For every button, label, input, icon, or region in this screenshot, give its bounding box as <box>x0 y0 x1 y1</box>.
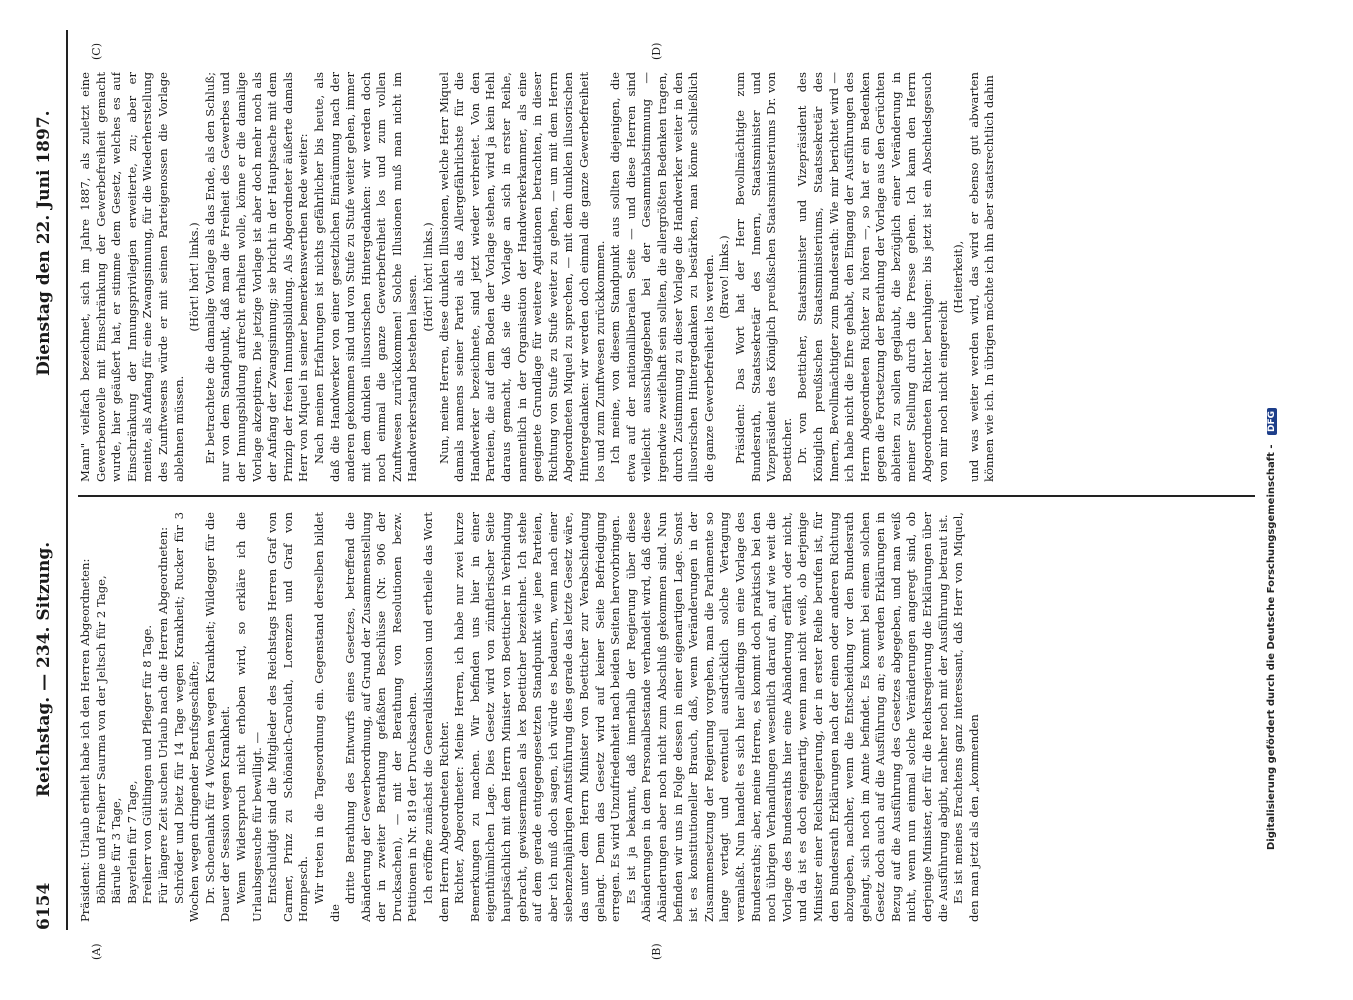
paragraph: Richter, Abgeordneter: Meine Herren, ich habe nur zwei kurze Bemerkungen zu machen. Wir befinden uns hier in einer eigenthümlichen Lage. Dies Gesetz wird von zünftlerischer Seite hauptsächlich mit dem Herrn Minister von Boetticher in Verbindung gebracht, gewissermaßen als lex Boetticher bezeichnet. Ich stehe auf dem gerade entgegengesetzten Standpunkt wie jene Parteien, aber ich muß doch sagen, ich würde es bedauern, wenn nach einer siebenzehnjährigen Amtsführung dies gerade das letzte Gesetz wäre, das unter dem Herrn Minister von Boetticher zur Verabschiedung gelangt. Denn das Gesetz wird auf keiner Seite Befriedigung erregen. Es wird Unzufriedenheit nach beiden Seiten hervorbringen. <box>452 512 623 922</box>
paragraph: Es ist meines Erachtens ganz interessant, daß Herr von Miquel, den man jetzt als den „kommenden <box>951 512 981 922</box>
interjection: (Hört! hört! links.) <box>187 222 202 332</box>
margin-marker-a: (A) <box>90 943 103 960</box>
header-right-title: Dienstag den 22. Juni 1897. <box>34 110 54 376</box>
paragraph: und was weiter werden wird, das wird er ebenso gut abwarten können wie ich. In übrigen möchte ich ihn aber staatsrechtlich dahin <box>966 72 997 482</box>
paragraph: Bärule für 3 Tage, <box>109 797 124 904</box>
digitization-credit <box>1266 0 1277 850</box>
paragraph: Dr. von Boetticher, Staatsminister und Vizepräsident des Königlich preußischen Staatsministeriums, Staatssekretär des Innern, Bevollmächtigter zum Bundesrath: Wie mir berichtet wird — ich habe nicht die Ehre gehabt, den Eingang der Ausführungen des Herrn Abgeordneten Richter zu hören —, so hat er ein Bedenken gegen die Fortsetzung der Berathung der Vorlage aus den Gerüchten ableiten zu sollen geglaubt, die bezüglich einer Veränderung in meiner Stellung durch die Presse gehen. Ich kann den Herrn Abgeordneten Richter beruhigen: bis jetzt ist ein Abschiedsgesuch von mir noch nicht eingereicht <box>795 72 950 482</box>
paragraph: Dr. Schoenlank für 4 Wochen wegen Krankheit; Wildegger für die Dauer der Session wegen Krankheit. <box>202 512 233 922</box>
page-number: 6154 <box>34 882 54 930</box>
column-divider <box>78 495 1255 497</box>
paragraph: dritte Berathung des Entwurfs eines Gesetzes, betreffend die Abänderung der Gewerbeordnung, auf Grund der Zusammenstellung der in zweiter Berathung gefaßten Beschlüsse (Nr. 906 der Drucksachen), — mit der Berathung von Resolutionen bezw. Petitionen in Nr. 819 der Drucksachen. <box>343 512 420 922</box>
margin-marker-c: (C) <box>90 43 103 60</box>
paragraph: Wenn Widerspruch nicht erhoben wird, so erkläre ich die Urlaubsgesuche für bewilligt. — <box>233 512 264 922</box>
paragraph: Entschuldigt sind die Mitglieder des Reichstags Herren Graf von Carmer, Prinz zu Schönaich-Carolath, Lorenzen und Graf von Hompesch. <box>265 512 311 922</box>
dfg-logo: DFG <box>1267 408 1277 435</box>
left-text-column <box>78 512 1255 922</box>
interjection: (Bravo! links.) <box>717 235 732 319</box>
header-rule <box>66 30 68 930</box>
page-header <box>34 30 64 930</box>
paragraph: Böhme und Freiherr Saurma von der Jeltsch für 2 Tage, <box>93 575 108 904</box>
paragraph: Ich eröffne zunächst die Generaldiskussion und ertheile das Wort dem Herrn Abgeordneten Richter. <box>421 512 451 922</box>
paragraph: Mann" vielfach bezeichnet, sich im Jahre 1887, als zuletzt eine Gewerbenovelle mit Einschränkung der Gewerbefreiheit gemacht wurde, hier geäußert hat, er stimme dem Gesetz, welches es auf Einschränkung der Innungsprivilegien erweiterte, zu; aber er meinte, als Anfang für eine Zwangsinnung, für die Wiederherstellung des Zunftwesens würde er mit seinen Parteigenossen die Vorlage ablehnen müssen. <box>78 72 186 482</box>
paragraph: Er betrachtete die damalige Vorlage als das Ende, als den Schluß; nur von dem Standpunkt, daß man die Freiheit des Gewerbes und der Innungsbildung aufrecht erhalten wolle, könne er die damalige Vorlage akzeptiren. Die jetzige Vorlage ist aber doch mehr noch als der Anfang der Zwangsinnung; sie bricht in der Hauptsache mit dem Prinzip der freien Innungsbildung. Als Abgeordneter äußerte damals Herr von Miquel in seiner bemerkenswerthen Rede weiter: <box>202 72 311 482</box>
paragraph: Wir treten in die Tagesordnung ein. Gegenstand derselben bildet die <box>311 512 342 922</box>
paragraph: Nun, meine Herren, diese dunklen Illusionen, welche Herr Miquel damals namens seiner Partei als das Allergefährlichste für die Handwerker bezeichnete, sind jetzt wieder verbreitet. Von den Parteien, die auf dem Boden der Vorlage stehen, wird ja kein Hehl daraus gemacht, daß sie die Vorlage an sich in erster Reihe, namentlich in der Organisation der Handwerkerkammer, als eine geeignete Grundlage für weitere Agitationen betrachten, in dieser Richtung von Stufe zu Stufe weiter zu gehen, — um mit dem Herrn Abgeordneten Miquel zu sprechen, — mit dem dunklen illusorischen Hintergedanken: wir werden doch einmal die ganze Gewerbefreiheit los und zum Zunftwesen zurückkommen. <box>436 72 607 482</box>
credit-text: Digitalisierung gefördert durch die Deutsche Forschungsgemeinschaft - <box>1266 444 1277 850</box>
header-left-title: Reichstag. — 234. Sitzung. <box>34 541 54 798</box>
paragraph: Freiherr von Gültlingen und Pfleger für 8 Tage. <box>140 624 155 904</box>
interjection: (Hört! hört! links.) <box>421 222 436 332</box>
paragraph: Präsident: Urlaub erhielt habe ich den Herren Abgeordneten: <box>78 558 92 922</box>
interjection: (Heiterkeit), <box>951 240 966 314</box>
right-text-column <box>78 72 1255 482</box>
paragraph: Für längere Zeit suchen Urlaub nach die Herren Abgeordneten: <box>155 526 170 904</box>
margin-marker-b: (B) <box>650 943 663 960</box>
paragraph: Präsident: Das Wort hat der Herr Bevollmächtigte zum Bundesrath, Staatssekretär des Innern, Staatsminister und Vizepräsident des Königlich preußischen Staatsministeriums Dr. von Boetticher. <box>732 72 794 482</box>
margin-marker-d: (D) <box>650 42 663 60</box>
quotation: Nach meinen Erfahrungen ist nichts gefährlicher bis heute, als daß die Handwerker von einer gesetzlichen Einräumung nach der anderen gekommen sind und von Stufe zu Stufe weiter gehen, immer mit dem dunklen illusorischen Hintergedanken: wir werden doch noch einmal die ganze Gewerbefreiheit los und zum vollen Zunftwesen zurückkommen! Solche Illusionen muß man nicht im Handwerkerstand bestehen lassen. <box>311 72 420 482</box>
paragraph: Ich meine, von diesem Standpunkt aus sollten diejenigen, die etwa auf der nationalliberalen Seite — und diese Herren sind vielleicht ausschlaggebend bei der Gesammtabstimmung — irgendwie zweifelhaft sein sollten, die allergrößten Bedenken tragen, durch Zustimmung zu dieser Vorlage die Handwerker weiter in den illusorischen Hintergedanken zu bestärken, man könne schließlich die ganze Gewerbefreiheit los werden. <box>608 72 716 482</box>
paragraph: Es ist ja bekannt, daß innerhalb der Regierung über diese Abänderungen in dem Personalbestande verhandelt wird, daß diese Abänderungen aber noch nicht zum Abschluß gekommen sind. Nun befinden wir uns in Folge dessen in einer eigenartigen Lage. Sonst ist es konstitutioneller Brauch, daß, wenn Veränderungen in der Zusammensetzung der Regierung vorgehen, man die Parlamente so lange vertagt und eventuell ausdrücklich solche Vertagung veranlaßt. Nun handelt es sich hier allerdings um eine Vorlage des Bundesraths; aber, meine Herren, es kommt doch praktisch bei den noch übrigen Verhandlungen wesentlich darauf an, auf wie weit die Vorlage des Bundesraths hier eine Abänderung erfährt oder nicht, und da ist es doch eigenartig, wenn man nicht weiß, ob derjenige Minister einer Reichsregierung, der in erster Reihe berufen ist, für den Bundesrath Erklärungen nach der einen oder anderen Richtung abzugeben, nachher, wenn die Entscheidung vor den Bundesrath gelangt, sich noch im Amte befindet. Es kommt bei einem solchen Gesetz doch auch auf die Ausführung an; es werden Erklärungen in Bezug auf die Ausführung des Gesetzes abgegeben, und man weiß nicht, wenn nun einmal solche Veränderungen angeregt sind, ob derjenige Minister, der für die Reichsregierung die Erklärungen über die Ausführung abgibt, nachher noch mit der Ausführung betraut ist. <box>623 512 950 922</box>
paragraph: Schröder und Dietz für 14 Tage wegen Krankheit; Rucker für 3 Wochen wegen dringender Berufsgeschäfte; <box>171 512 202 922</box>
paragraph: Bayerlein für 7 Tage, <box>124 780 139 904</box>
